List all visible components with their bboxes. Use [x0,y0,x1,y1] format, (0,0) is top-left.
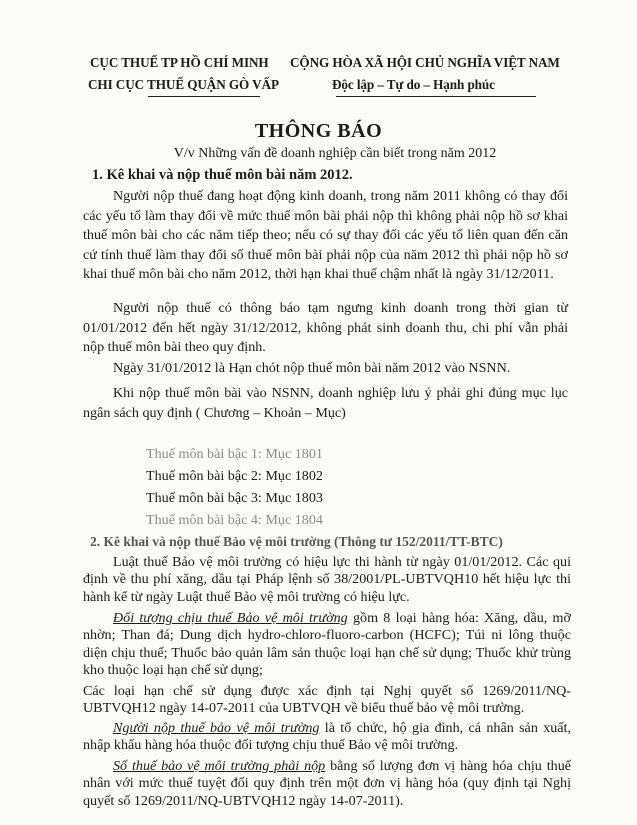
section2-paragraph-2 [83,610,571,680]
tax-amount-term: Số thuế bảo vệ môi trường phải nộp [113,758,326,774]
tax-amount-text: bằng số lượng đơn vị hàng hóa chịu thuế nhân với mức thuế tuyệt đối quy định trên một đơn vị hàng hóa (quy định tại Nghị quyết số 1269/2011/NQ-UBTVQH12 ngày 14-07-2011). [83,758,571,809]
header-motto-underline [336,96,536,97]
section1-paragraph-2: Người nộp thuế có thông báo tạm ngưng kinh doanh trong thời gian từ 01/01/2012 đến hết ngày 31/12/2012, không phát sinh doanh thu, chi phí vẫn phải nộp thuế môn bài theo quy định. [83,300,568,356]
tax-code-level-4: Thuế môn bài bậc 4: Mục 1804 [146,512,323,528]
taxable-objects-term: Đối tượng chịu thuế Bảo vệ môi trường [113,610,348,626]
taxable-objects-text: gồm 8 loại hàng hóa: Xăng, dầu, mỡ nhờn; Than đá; Dung dịch hydro-chloro-fluoro-carbon (HCFC); Túi ni lông thuộc diện chịu thuế; Thuốc bảo quản lâm sản thuộc loại hạn chế sử dụng; Thuốc khử trùng kho thuộc loại hạn chế sử dụng; [83,610,571,679]
header-agency-underline [148,96,260,97]
tax-code-level-2: Thuế môn bài bậc 2: Mục 1802 [146,468,323,484]
document-subtitle: V/v Những vấn đề doanh nghiệp cần biết trong năm 2012 [173,146,497,161]
section2-paragraph-1: Luật thuế Bảo vệ môi trường có hiệu lực thi hành từ ngày 01/01/2012. Các qui định về thu phí xăng, dầu tại Pháp lệnh số 38/2001/PL-UBTVQH10 hết hiệu lực thi hành kể từ ngày Luật thuế Bảo vệ môi trường có hiệu lực. [83,554,571,605]
section1-paragraph-4: Khi nộp thuế môn bài vào NSNN, doanh nghiệp lưu ý phải ghi đúng mục lục ngân sách quy định ( Chương – Khoản – Mục) [83,385,568,421]
document-title: THÔNG BÁO [254,120,383,142]
header-country-line1: CỘNG HÒA XÃ HỘI CHỦ NGHĨA VIỆT NAM [290,55,560,70]
taxpayer-text: là tổ chức, hộ gia đình, cá nhân sản xuất, nhập khẩu hàng hóa thuộc đối tượng chịu thuế Bảo vệ môi trường. [83,720,571,754]
section1-paragraph-1: Người nộp thuế đang hoạt động kinh doanh, trong năm 2011 không có thay đổi các yếu tố làm thay đổi về mức thuế môn bài phải nộp thì không phải nộp hồ sơ khai thuế môn bài cho các năm tiếp theo; nếu có sự thay đổi các yếu tố liên quan đến căn cứ tính thuế làm thay đổi số thuế môn bài phải nộp của năm 2012 thì phải nộp hồ sơ khai thuế môn bài cho năm 2012, thời hạn khai thuế chậm nhất là ngày 31/12/2011. [83,188,568,283]
tax-code-level-3: Thuế môn bài bậc 3: Mục 1803 [146,490,323,506]
tax-code-level-1: Thuế môn bài bậc 1: Mục 1801 [146,446,323,462]
section2-heading: 2. Kê khai và nộp thuế Bảo vệ môi trường (Thông tư 152/2011/TT-BTC) [90,534,503,549]
header-agency-line2: CHI CỤC THUẾ QUẬN GÒ VẤP [88,77,279,92]
taxpayer-term: Người nộp thuế bảo vệ môi trường [113,720,320,736]
header-motto: Độc lập – Tự do – Hạnh phúc [332,77,495,92]
section1-paragraph-3: Ngày 31/01/2012 là Hạn chót nộp thuế môn bài năm 2012 vào NSNN. [113,360,511,376]
section2-paragraph-5 [83,758,571,810]
header-agency-line1: CỤC THUẾ TP HỒ CHÍ MINH [90,55,269,70]
section1-heading: 1. Kê khai và nộp thuế môn bài năm 2012. [92,167,353,183]
section2-paragraph-3: Các loại hạn chế sử dụng được xác định tại Nghị quyết số 1269/2011/NQ-UBTVQH12 ngày 14-07-2011 của UBTVQH về biểu thuế bảo vệ môi trường. [83,683,571,717]
section2-paragraph-4 [83,720,571,755]
